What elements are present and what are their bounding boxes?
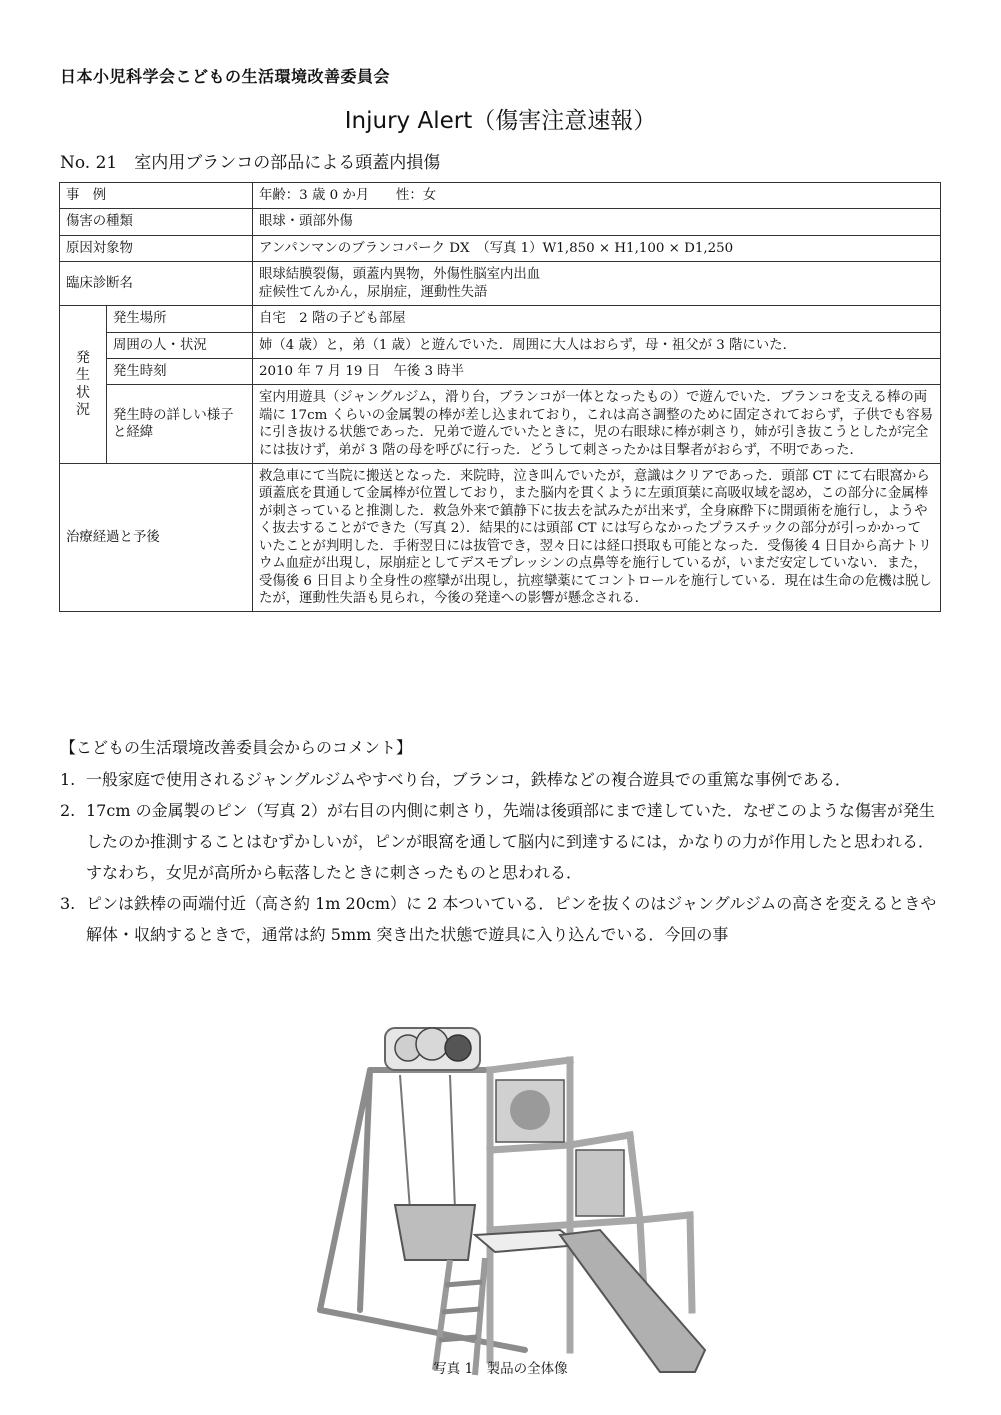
time-label: 発生時刻 [107, 358, 253, 384]
case-report-table [59, 182, 941, 612]
people-value: 姉（4 歳）と，弟（1 歳）と遊んでいた．周囲に大人はおらず，母・祖父が 3 階にいた． [253, 332, 941, 358]
comment-text: 一般家庭で使用されるジャングルジムやすべり台，ブランコ，鉄棒などの複合遊具での重篤な事例である． [86, 770, 851, 789]
case-number: No. 21 [60, 153, 118, 173]
cause-label: 原因対象物 [60, 235, 253, 261]
cause-value: アンパンマンのブランコパーク DX （写真 1）W1,850 × H1,100 × D1,250 [253, 235, 941, 261]
diagnosis-label: 臨床診断名 [60, 262, 253, 306]
comment-item [60, 888, 945, 950]
case-label: 事 例 [60, 183, 253, 209]
occurrence-group-text: 発生状況 [76, 349, 90, 419]
diagnosis-line: 症候性てんかん，尿崩症，運動性失語 [259, 284, 488, 300]
table-row [60, 306, 941, 332]
organization-name: 日本小児科学会こどもの生活環境改善委員会 [60, 67, 391, 86]
product-photo [300, 1020, 720, 1395]
comment-number: 3. [60, 894, 76, 913]
occurrence-group-label [60, 306, 107, 464]
comment-heading: 【こどもの生活環境改善委員会からのコメント】 [60, 738, 413, 757]
comment-item [60, 795, 945, 888]
case-heading [60, 148, 440, 173]
comment-number: 2. [60, 801, 76, 820]
character-panel [385, 1028, 480, 1070]
table-row [60, 209, 941, 235]
table-row [60, 235, 941, 261]
page-title: Injury Alert（傷害注意速報） [344, 108, 657, 134]
slide [560, 1230, 705, 1372]
comment-item [60, 764, 945, 795]
figure-caption: 写真 1 製品の全体像 [433, 1361, 568, 1377]
injury-value: 眼球・頭部外傷 [253, 209, 941, 235]
committee-comment [60, 735, 945, 950]
details-value: 室内用遊具（ジャングルジム，滑り台，ブランコが一体となったもの）で遊んでいた．ブランコを支える棒の両端に 17cm くらいの金属製の棒が差し込まれており，これは高さ調整のために固定されておらず，子供でも容易に引き抜ける状態であった．兄弟で遊んでいたときに，児の右眼球に棒が刺さり，姉が引き抜こうとしたが完全には抜けず，弟が 3 階の母を呼びに行った．どうして刺さったかは目撃者がおらず，不明であった． [253, 385, 941, 464]
table-row [60, 358, 941, 384]
table-row [60, 183, 941, 209]
place-value: 自宅 2 階の子ども部屋 [253, 306, 941, 332]
comment-text: 17cm の金属製のピン（写真 2）が右目の内側に刺さり，先端は後頭部にまで達していた．なぜこのような傷害が発生したのか推測することはむずかしいが，ピンが眼窩を通して脳内に到達するには，かなりの力が作用したと思われる．すなわち，女児が高所から転落したときに刺さったものと思われる． [86, 801, 935, 882]
place-label: 発生場所 [107, 306, 253, 332]
injury-label: 傷害の種類 [60, 209, 253, 235]
case-value: 年齢：3 歳 0 か月 性：女 [253, 183, 941, 209]
diagnosis-value [253, 262, 941, 306]
case-title: 室内用ブランコの部品による頭蓋内損傷 [134, 153, 441, 173]
treatment-label: 治療経過と予後 [60, 464, 253, 612]
table-row [60, 385, 941, 464]
case-heading-gap [117, 153, 134, 173]
swing-seat [395, 1075, 475, 1260]
diagnosis-line: 眼球結膜裂傷，頭蓋内異物，外傷性脳室内出血 [259, 267, 541, 283]
treatment-value: 救急車にて当院に搬送となった．来院時，泣き叫んでいたが，意識はクリアであった．頭部 CT にて右眼窩から頭蓋底を貫通して金属棒が位置しており，また脳内を貫くように左頭頂葉に高吸収域を認め，この部分に金属棒が刺さっていると推測した．救急外来で鎮静下に抜去を試みたが出来ず，全身麻酔下に開頭術を施行し，ようやく抜去することができた（写真 2）．結果的には頭部 CT には写らなかったプラスチックの部分が引っかかっていたことが判明した．手術翌日には抜管でき，翌々日には経口摂取も可能となった．受傷後 4 日目から高ナトリウム血症が出現し，尿崩症としてデスモプレッシンの点鼻等を施行しているが，いまだ安定していない．また，受傷後 6 日目より全身性の痙攣が出現し，抗痙攣薬にてコントロールを施行している．現在は生命の危機は脱したが，運動性失語も見られ，今後の発達への影響が懸念される． [253, 464, 941, 612]
time-value: 2010 年 7 月 19 日 午後 3 時半 [253, 358, 941, 384]
comment-text: ピンは鉄棒の両端付近（高さ約 1m 20cm）に 2 本ついている．ピンを抜くのはジャングルジムの高さを変えるときや解体・収納するときで，通常は約 5mm 突き出た状態で遊具に入り込んでいる．今回の事 [86, 894, 937, 944]
table-row [60, 332, 941, 358]
details-label: 発生時の詳しい様子と経緯 [107, 385, 253, 464]
table-row [60, 464, 941, 612]
people-label: 周囲の人・状況 [107, 332, 253, 358]
table-row [60, 262, 941, 306]
comment-number: 1. [60, 770, 76, 789]
